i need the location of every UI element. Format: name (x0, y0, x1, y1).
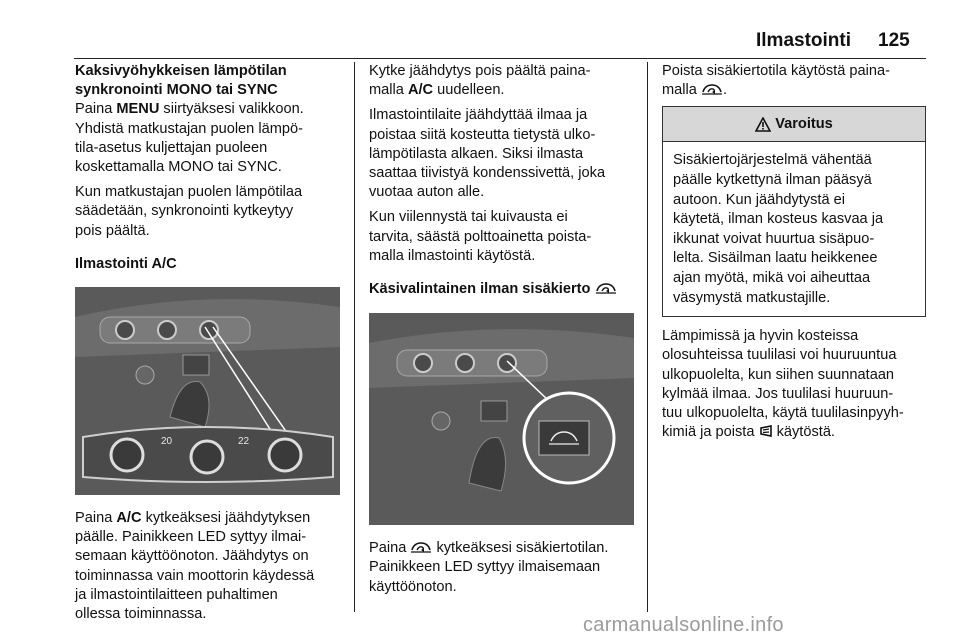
page-header-title: Ilmastointi (756, 30, 852, 51)
paragraph-sync-off: Kun matkustajan puolen lämpötilaa säädetään, synkronointi kytkeytyy pois päältä. (75, 184, 303, 239)
warning-box (662, 106, 926, 317)
column-3 (662, 62, 926, 448)
warning-text: Sisäkiertojärjestelmä vähentää päälle kytkettynä ilman pääsyä autoon. Kun jäähdytystä ei käytetä, ilman kosteus kasvaa ja ikkunat voivat huurtua sisäpuo- lelta. Sisäilman laatu heikkenee ajan myötä, mikä voi aiheuttaa väsymystä matkustajille. (673, 152, 884, 306)
column-divider-2 (647, 62, 648, 612)
recirculation-button-illustration (369, 313, 634, 525)
header-divider (74, 58, 926, 59)
climate-panel-illustration (75, 287, 340, 495)
windscreen-wiper-icon (759, 424, 773, 438)
section-heading-recirculation: Käsivalintainen ilman sisäkierto (369, 280, 641, 299)
paragraph-windscreen-fog: Lämpimissä ja hyvin kosteissa olosuhteissa tuulilasi voi huuruuntua ulkopuolelta, kun siihen suunnataan kylmää ilmaa. Jos tuulilasi huuruun- tuu ulkopuolelta, käytä tuulilasinpyyh- kimiä ja poista käytöstä. (662, 328, 904, 441)
recirculation-icon (701, 82, 723, 96)
recirculation-icon (410, 540, 432, 554)
page-number: 125 (878, 30, 910, 51)
temp-right-label: 22 (238, 436, 250, 448)
section-heading-ac: Ilmastointi A/C (75, 255, 177, 272)
paragraph-menu: Paina MENU siirtyäksesi valikkoon. Yhdistä matkustajan puolen lämpö- tila-asetus kuljettajan puoleen koskettamalla MONO tai SYNC. (75, 101, 304, 176)
paragraph-condensation: Ilmastointilaite jäähdyttää ilmaa ja poistaa siitä kosteutta tietystä ulko- lämpötilasta alkaen. Siksi ilmasta saattaa tiivistyä kondenssivettä, joka vuotaa auton alle. (369, 107, 606, 201)
column-divider-1 (354, 62, 355, 612)
warning-triangle-icon (755, 117, 771, 132)
column-2 (369, 62, 641, 603)
warning-header (663, 107, 925, 142)
paragraph-ac-on: Paina A/C kytkeäksesi jäähdytyksen päälle. Painikkeen LED syttyy ilmai- semaan käyttöönoton. Jäähdytys on toiminnassa vain moottorin käydessä ja ilmastointilaitteen puhaltimen ollessa toiminnassa. (75, 510, 315, 623)
site-watermark: carmanualsonline.info (583, 614, 784, 636)
column-1 (75, 62, 347, 630)
paragraph-recirc-on: Paina kytkeäksesi sisäkiertotilan. Painikkeen LED syttyy ilmaisemaan käyttöönoton. (369, 540, 609, 595)
temp-left-label: 20 (161, 436, 173, 448)
paragraph-ac-off: Kytke jäähdytys pois päältä paina- malla A/C uudelleen. (369, 63, 591, 99)
warning-title: Varoitus (775, 115, 833, 132)
menu-button-ref: MENU (116, 101, 160, 118)
recirculation-icon (595, 281, 617, 295)
section-heading-sync: Kaksivyöhykkeisen lämpötilan synkronointi MONO tai SYNC (75, 63, 287, 99)
ac-button-ref-2: A/C (407, 82, 434, 99)
paragraph-save-fuel: Kun viilennystä tai kuivausta ei tarvita, säästä polttoainetta poista- malla ilmastointi käytöstä. (369, 209, 592, 264)
ac-button-ref: A/C (116, 510, 142, 527)
paragraph-recirc-off: Poista sisäkiertotila käytöstä paina- malla . (662, 63, 890, 99)
